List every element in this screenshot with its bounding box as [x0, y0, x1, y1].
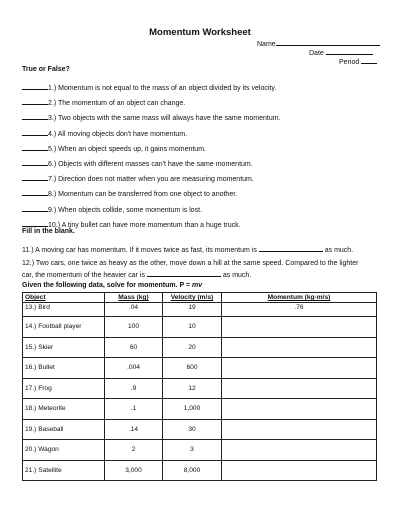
q12-suffix: as much. — [222, 272, 252, 279]
true-false-item — [22, 112, 281, 122]
answer-blank[interactable] — [22, 97, 48, 105]
true-false-statement: 1.) Momentum is not equal to the mass of an object divided by its velocity. — [48, 85, 277, 92]
object-cell: 18.) Meteorite — [23, 399, 105, 420]
momentum-cell[interactable] — [222, 317, 377, 338]
mass-cell: 2 — [105, 440, 163, 461]
mass-cell: 100 — [105, 317, 163, 338]
answer-blank[interactable] — [22, 219, 48, 227]
true-false-item — [22, 82, 276, 92]
object-cell: 14.) Football player — [23, 317, 105, 338]
velocity-cell: 600 — [163, 358, 222, 379]
mass-cell: .04 — [105, 303, 163, 317]
table-header-row — [23, 293, 377, 303]
q12-answer-blank[interactable] — [147, 269, 221, 277]
velocity-cell: 8,000 — [163, 460, 222, 481]
object-cell: 16.) Bullet — [23, 358, 105, 379]
answer-blank[interactable] — [22, 112, 48, 120]
momentum-cell[interactable] — [222, 337, 377, 358]
object-cell: 20.) Wagon — [23, 440, 105, 461]
object-cell: 19.) Baseball — [23, 419, 105, 440]
q12-text-line1: 12.) Two cars, one twice as heavy as the other, move down a hill at the same speed. Compared to the lighter — [22, 260, 359, 267]
velocity-cell: 10 — [163, 317, 222, 338]
true-false-heading: True or False? — [22, 66, 70, 73]
true-false-item — [22, 143, 206, 153]
answer-blank[interactable] — [22, 128, 48, 136]
table-row — [23, 303, 377, 317]
true-false-item — [22, 97, 185, 107]
table-row — [23, 460, 377, 481]
table-row — [23, 378, 377, 399]
question-11 — [22, 244, 353, 256]
true-false-item — [22, 128, 187, 138]
mass-cell: .9 — [105, 378, 163, 399]
momentum-cell[interactable]: .76 — [222, 303, 377, 317]
object-cell: 17.) Frog — [23, 378, 105, 399]
velocity-cell: 12 — [163, 378, 222, 399]
q11-text: 11.) A moving car has momentum. If it moves twice as fast, its momentum is — [22, 247, 257, 254]
object-cell: 21.) Satellite — [23, 460, 105, 481]
true-false-item — [22, 173, 254, 183]
true-false-statement: 10.) A tiny bullet can have more momentum than a huge truck. — [48, 221, 241, 229]
true-false-statement: 9.) When objects collide, some momentum is lost. — [48, 206, 203, 214]
object-cell: 13.) Bird — [23, 303, 105, 317]
period-field[interactable] — [339, 56, 377, 66]
period-label: Period — [339, 59, 360, 66]
true-false-statement: 2.) The momentum of an object can change. — [48, 100, 186, 108]
true-false-item — [22, 188, 237, 198]
q12-text-line2: car, the momentum of the heavier car is — [22, 272, 145, 279]
answer-blank[interactable] — [22, 143, 48, 151]
true-false-statement: 5.) When an object speeds up, it gains momentum. — [48, 145, 206, 153]
answer-blank[interactable] — [22, 158, 48, 166]
table-row — [23, 419, 377, 440]
header-object: Object — [23, 293, 105, 303]
fill-blank-heading: Fill in the blank. — [22, 228, 75, 235]
object-cell: 15.) Skier — [23, 337, 105, 358]
velocity-cell: 30 — [163, 419, 222, 440]
answer-blank[interactable] — [22, 204, 48, 212]
q11-suffix: as much. — [324, 247, 354, 254]
period-line — [361, 56, 377, 64]
velocity-cell: 1,000 — [163, 399, 222, 420]
table-row — [23, 337, 377, 358]
momentum-cell[interactable] — [222, 419, 377, 440]
formula-mv: mv — [192, 282, 203, 289]
date-label: Date — [309, 50, 324, 57]
true-false-item — [22, 158, 253, 168]
answer-blank[interactable] — [22, 188, 48, 196]
given-data-heading — [22, 282, 202, 289]
momentum-cell[interactable] — [222, 460, 377, 481]
table-row — [23, 440, 377, 461]
name-line — [276, 38, 380, 46]
question-12 — [22, 259, 358, 281]
true-false-statement: 7.) Direction does not matter when you are measuring momentum. — [48, 176, 254, 184]
answer-blank[interactable] — [22, 173, 48, 181]
table-row — [23, 317, 377, 338]
momentum-cell[interactable] — [222, 399, 377, 420]
mass-cell: .004 — [105, 358, 163, 379]
table-row — [23, 358, 377, 379]
momentum-cell[interactable] — [222, 358, 377, 379]
mass-cell: .14 — [105, 419, 163, 440]
name-label: Name — [257, 41, 276, 48]
true-false-item — [22, 204, 202, 214]
header-mass: Mass (kg) — [105, 293, 163, 303]
given-data-text: Given the following data, solve for momentum. P = — [22, 282, 193, 289]
q11-answer-blank[interactable] — [259, 244, 323, 252]
true-false-statement: 3.) Two objects with the same mass will always have the same momentum. — [48, 115, 281, 123]
worksheet-title: Momentum Worksheet — [149, 27, 251, 38]
true-false-statement: 4.) All moving objects don't have momentum. — [48, 130, 188, 138]
velocity-cell: 3 — [163, 440, 222, 461]
mass-cell: 3,000 — [105, 460, 163, 481]
velocity-cell: 20 — [163, 337, 222, 358]
momentum-table — [22, 292, 377, 481]
momentum-cell[interactable] — [222, 440, 377, 461]
table-row — [23, 399, 377, 420]
header-velocity: Velocity (m/s) — [163, 293, 222, 303]
mass-cell: 60 — [105, 337, 163, 358]
true-false-statement: 8.) Momentum can be transferred from one object to another. — [48, 191, 238, 199]
mass-cell: .1 — [105, 399, 163, 420]
momentum-cell[interactable] — [222, 378, 377, 399]
velocity-cell: 19 — [163, 303, 222, 317]
true-false-statement: 6.) Objects with different masses can't have the same momentum. — [48, 161, 253, 168]
date-line — [326, 47, 373, 55]
header-momentum: Momentum (kg-m/s) — [222, 293, 377, 303]
answer-blank[interactable] — [22, 82, 48, 90]
